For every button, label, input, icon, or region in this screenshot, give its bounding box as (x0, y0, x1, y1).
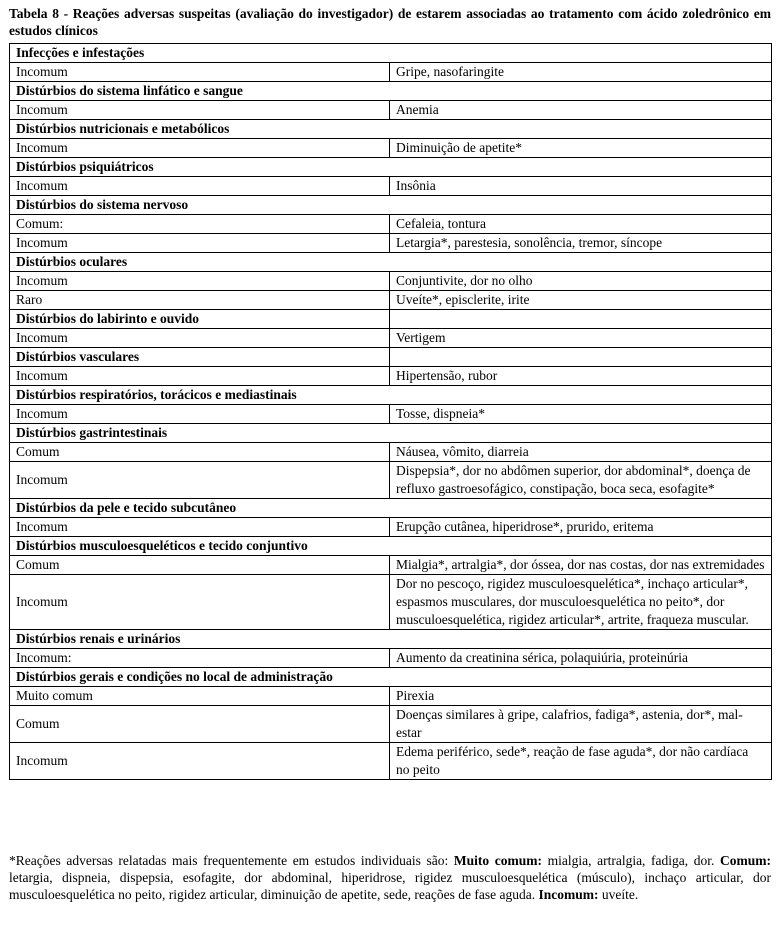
empty-cell (390, 348, 772, 367)
section-header-row (10, 424, 772, 443)
table-row (10, 462, 772, 499)
frequency-cell: Muito comum (10, 687, 390, 706)
frequency-cell: Incomum (10, 329, 390, 348)
table-row (10, 556, 772, 575)
table-row (10, 101, 772, 120)
footnote-comum-label: Comum: (720, 853, 772, 868)
frequency-cell: Incomum (10, 272, 390, 291)
section-title: Distúrbios psiquiátricos (10, 158, 772, 177)
footnote-intro: *Reações adversas relatadas mais frequentemente em estudos individuais são: (9, 853, 454, 868)
section-title: Distúrbios renais e urinários (10, 630, 772, 649)
frequency-cell: Incomum (10, 101, 390, 120)
table-row (10, 443, 772, 462)
section-header-row (10, 499, 772, 518)
frequency-cell: Incomum (10, 234, 390, 253)
table-row (10, 329, 772, 348)
section-title: Distúrbios gerais e condições no local de administração (10, 668, 772, 687)
reactions-cell: Mialgia*, artralgia*, dor óssea, dor nas costas, dor nas extremidades (390, 556, 772, 575)
section-header-row (10, 82, 772, 101)
section-header-row (10, 120, 772, 139)
section-title: Distúrbios respiratórios, torácicos e mediastinais (10, 386, 772, 405)
section-header-row (10, 158, 772, 177)
section-title: Distúrbios vasculares (10, 348, 390, 367)
table-row (10, 177, 772, 196)
frequency-cell: Raro (10, 291, 390, 310)
table-body (10, 44, 772, 780)
table-row (10, 215, 772, 234)
footnote-muito-comum-label: Muito comum: (453, 853, 542, 868)
section-header-row (10, 44, 772, 63)
reactions-cell: Insônia (390, 177, 772, 196)
section-title: Distúrbios do sistema nervoso (10, 196, 772, 215)
section-title: Distúrbios da pele e tecido subcutâneo (10, 499, 772, 518)
reactions-cell: Conjuntivite, dor no olho (390, 272, 772, 291)
reactions-cell: Anemia (390, 101, 772, 120)
section-title: Distúrbios musculoesqueléticos e tecido conjuntivo (10, 537, 772, 556)
reactions-cell: Dispepsia*, dor no abdômen superior, dor abdominal*, doença de refluxo gastroesofágico, constipação, boca seca, esofagite* (390, 462, 772, 499)
footnote-muito-comum-text: mialgia, artralgia, fadiga, dor. (542, 853, 721, 868)
frequency-cell: Comum (10, 706, 390, 743)
section-header-row (10, 537, 772, 556)
footnote-incomum-label: Incomum: (538, 887, 599, 902)
reactions-cell: Hipertensão, rubor (390, 367, 772, 386)
reactions-cell: Tosse, dispneia* (390, 405, 772, 424)
frequency-cell: Comum (10, 556, 390, 575)
reactions-cell: Náusea, vômito, diarreia (390, 443, 772, 462)
table-row (10, 649, 772, 668)
footnote-incomum-text: uveíte. (598, 887, 639, 902)
frequency-cell: Incomum (10, 743, 390, 780)
section-header-row (10, 310, 772, 329)
reactions-cell: Aumento da creatinina sérica, polaquiúria, proteinúria (390, 649, 772, 668)
frequency-cell: Comum: (10, 215, 390, 234)
section-header-row (10, 348, 772, 367)
footnote-comum-text: letargia, dispneia, dispepsia, esofagite, dor abdominal, hiperidrose, rigidez musculoesquelética (músculo), inchaço articular, dor musculoesquelética no peito, rigidez articular, diminuição de apetite, sede, reações de fase aguda. (9, 870, 771, 902)
frequency-cell: Incomum (10, 177, 390, 196)
reactions-cell: Diminuição de apetite* (390, 139, 772, 158)
frequency-cell: Incomum (10, 518, 390, 537)
section-title: Distúrbios oculares (10, 253, 772, 272)
empty-cell (390, 310, 772, 329)
reactions-cell: Edema periférico, sede*, reação de fase aguda*, dor não cardíaca no peito (390, 743, 772, 780)
table-row (10, 706, 772, 743)
reactions-cell: Vertigem (390, 329, 772, 348)
reactions-cell: Cefaleia, tontura (390, 215, 772, 234)
table-caption: Tabela 8 - Reações adversas suspeitas (avaliação do investigador) de estarem associadas ao tratamento com ácido zoledrônico em estudos clínicos (9, 6, 771, 38)
table-row (10, 272, 772, 291)
frequency-cell: Incomum (10, 367, 390, 386)
table-row (10, 367, 772, 386)
reactions-cell: Dor no pescoço, rigidez musculoesquelética*, inchaço articular*, espasmos musculares, dor musculoesquelética no peito*, dor musculoesquelética, rigidez articular*, artrite, fraqueza muscular. (390, 575, 772, 630)
reactions-cell: Uveíte*, episclerite, irite (390, 291, 772, 310)
table-row (10, 139, 772, 158)
section-title: Distúrbios nutricionais e metabólicos (10, 120, 772, 139)
frequency-cell: Incomum (10, 405, 390, 424)
table-row (10, 405, 772, 424)
table-row (10, 687, 772, 706)
section-title: Distúrbios do sistema linfático e sangue (10, 82, 772, 101)
frequency-cell: Incomum (10, 575, 390, 630)
table-row (10, 291, 772, 310)
section-header-row (10, 668, 772, 687)
table-row (10, 518, 772, 537)
reactions-cell: Gripe, nasofaringite (390, 63, 772, 82)
section-header-row (10, 253, 772, 272)
section-header-row (10, 630, 772, 649)
table-row (10, 743, 772, 780)
frequency-cell: Incomum: (10, 649, 390, 668)
frequency-cell: Incomum (10, 462, 390, 499)
table-row (10, 63, 772, 82)
reactions-cell: Pirexia (390, 687, 772, 706)
frequency-cell: Incomum (10, 63, 390, 82)
reactions-cell: Erupção cutânea, hiperidrose*, prurido, eritema (390, 518, 772, 537)
table-row (10, 575, 772, 630)
frequency-cell: Comum (10, 443, 390, 462)
section-header-row (10, 196, 772, 215)
section-title: Infecções e infestações (10, 44, 772, 63)
frequency-cell: Incomum (10, 139, 390, 158)
section-title: Distúrbios do labirinto e ouvido (10, 310, 390, 329)
section-title: Distúrbios gastrintestinais (10, 424, 772, 443)
section-header-row (10, 386, 772, 405)
footnote (9, 852, 771, 903)
reactions-cell: Letargia*, parestesia, sonolência, tremor, síncope (390, 234, 772, 253)
adverse-reactions-table (9, 43, 772, 780)
reactions-cell: Doenças similares à gripe, calafrios, fadiga*, astenia, dor*, mal-estar (390, 706, 772, 743)
table-row (10, 234, 772, 253)
